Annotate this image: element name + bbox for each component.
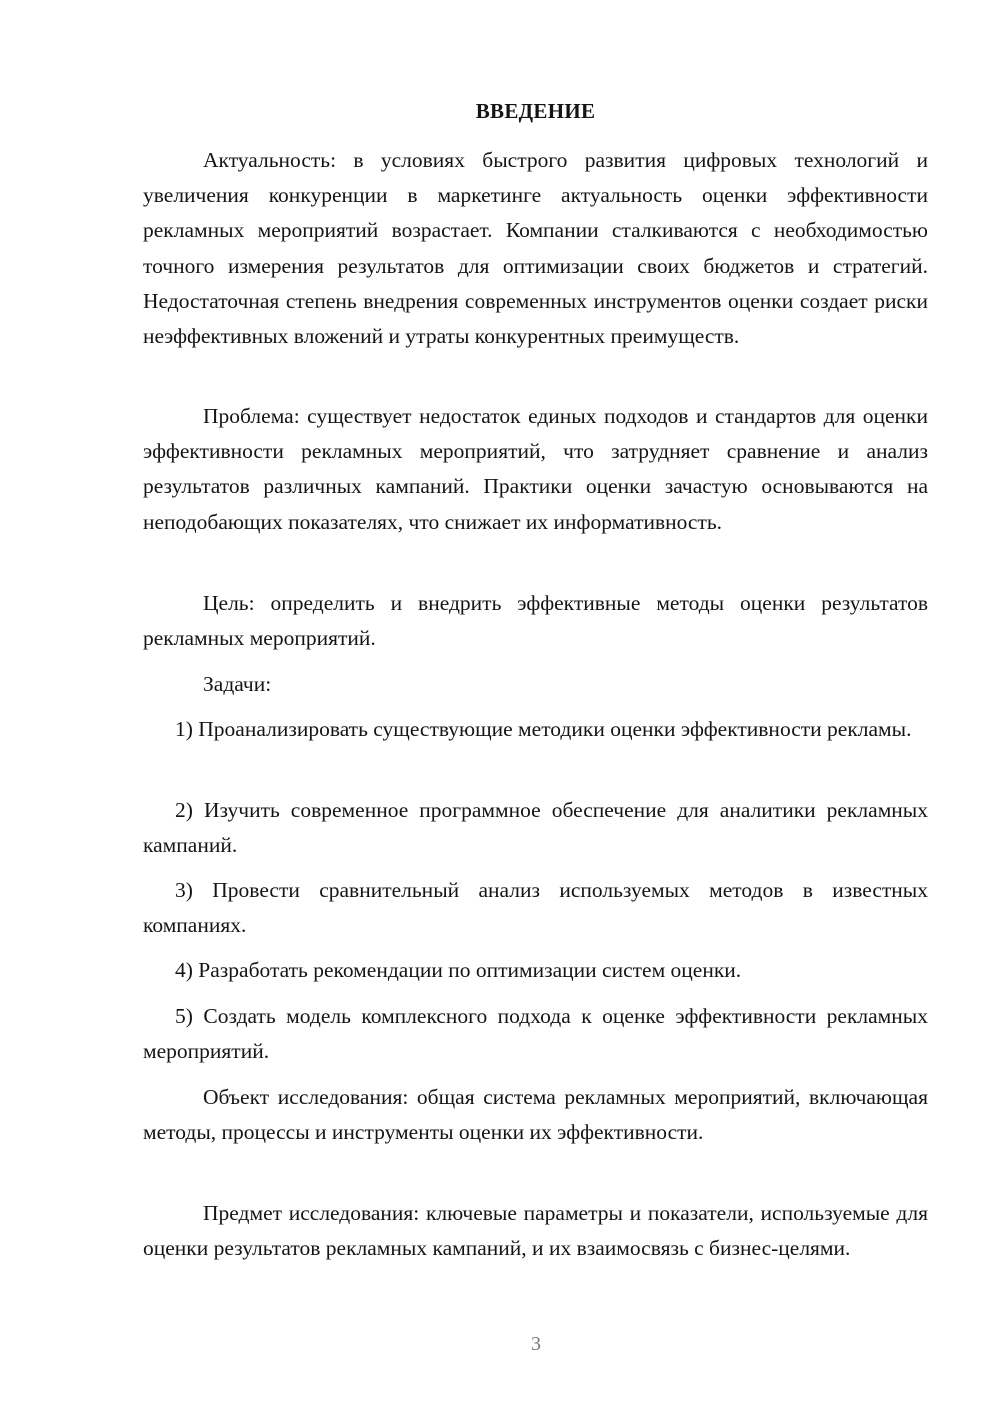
task-item-4: 4) Разработать рекомендации по оптимизации систем оценки. [175, 958, 742, 982]
task-item-1: 1) Проанализировать существующие методики оценки эффективности рекламы. [175, 717, 912, 741]
page-number: 3 [531, 1333, 541, 1355]
subject-paragraph: Предмет исследования: ключевые параметры и показатели, используемые для оценки результатов рекламных кампаний, и их взаимосвязь с бизнес-целями. [143, 1201, 928, 1261]
goal-paragraph: Цель: определить и внедрить эффективные методы оценки результатов рекламных мероприятий. [143, 591, 928, 651]
task-item-2: 2) Изучить современное программное обеспечение для аналитики рекламных кампаний. [143, 798, 928, 858]
relevance-paragraph: Актуальность: в условиях быстрого развития цифровых технологий и увеличения конкуренции в маркетинге актуальность оценки эффективности рекламных мероприятий возрастает. Компании сталкиваются с необходимостью точного измерения результатов для оптимизации своих бюджетов и стратегий. Недостаточная степень внедрения современных инструментов оценки создает риски неэффективных вложений и утраты конкурентных преимуществ. [143, 148, 928, 349]
task-item-5: 5) Создать модель комплексного подхода к оценке эффективности рекламных мероприятий. [143, 1004, 928, 1064]
problem-paragraph: Проблема: существует недостаток единых подходов и стандартов для оценки эффективности рекламных мероприятий, что затрудняет сравнение и анализ результатов различных кампаний. Практики оценки зачастую основываются на неподобающих показателях, что снижает их информативность. [143, 404, 928, 534]
object-paragraph: Объект исследования: общая система рекламных мероприятий, включающая методы, процессы и инструменты оценки их эффективности. [143, 1085, 928, 1145]
tasks-label: Задачи: [203, 672, 272, 696]
section-heading: ВВЕДЕНИЕ [475, 99, 596, 123]
task-item-3: 3) Провести сравнительный анализ используемых методов в известных компаниях. [143, 878, 928, 938]
